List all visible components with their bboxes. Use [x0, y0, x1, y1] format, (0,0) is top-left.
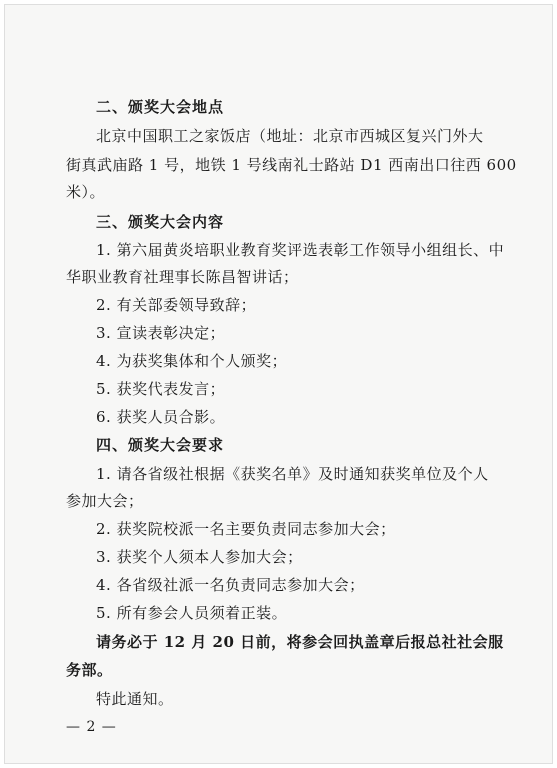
requirement-item: 2. 获奖院校派一名主要负责同志参加大会；: [96, 520, 396, 538]
content-item: 3. 宣读表彰决定；: [96, 324, 226, 342]
requirement-item: 3. 获奖个人须本人参加大会；: [96, 548, 303, 566]
content-item: 4. 为获奖集体和个人颁奖；: [96, 352, 288, 370]
requirement-item: 1. 请各省级社根据《获奖名单》及时通知获奖单位及个人: [96, 465, 489, 483]
deadline-notice: 请务必于 12 月 20 日前，将参会回执盖章后报总社社会服: [96, 633, 504, 651]
venue-address-line: 街真武庙路 1 号，地铁 1 号线南礼士路站 D1 西南出口往西 600: [66, 156, 517, 174]
content-item: 华职业教育社理事长陈昌智讲话；: [66, 268, 299, 286]
content-item: 5. 获奖代表发言；: [96, 380, 226, 398]
section-heading-content: 三、颁奖大会内容: [96, 213, 225, 231]
deadline-notice: 务部。: [66, 661, 113, 679]
requirement-item: 参加大会；: [66, 492, 144, 510]
section-heading-venue: 二、颁奖大会地点: [96, 98, 225, 116]
section-heading-requirements: 四、颁奖大会要求: [96, 436, 225, 454]
content-item: 1. 第六届黄炎培职业教育奖评选表彰工作领导小组组长、中: [96, 241, 505, 259]
document-page: [4, 4, 553, 764]
closing-text: 特此通知。: [96, 690, 174, 708]
page-number: — 2 —: [66, 719, 117, 735]
venue-address-line: 北京中国职工之家饭店（地址：北京市西城区复兴门外大: [96, 127, 484, 145]
content-item: 6. 获奖人员合影。: [96, 408, 226, 426]
requirement-item: 5. 所有参会人员须着正装。: [96, 604, 288, 622]
requirement-item: 4. 各省级社派一名负责同志参加大会；: [96, 576, 365, 594]
venue-address-line: 米）。: [66, 183, 106, 201]
content-item: 2. 有关部委领导致辞；: [96, 296, 257, 314]
